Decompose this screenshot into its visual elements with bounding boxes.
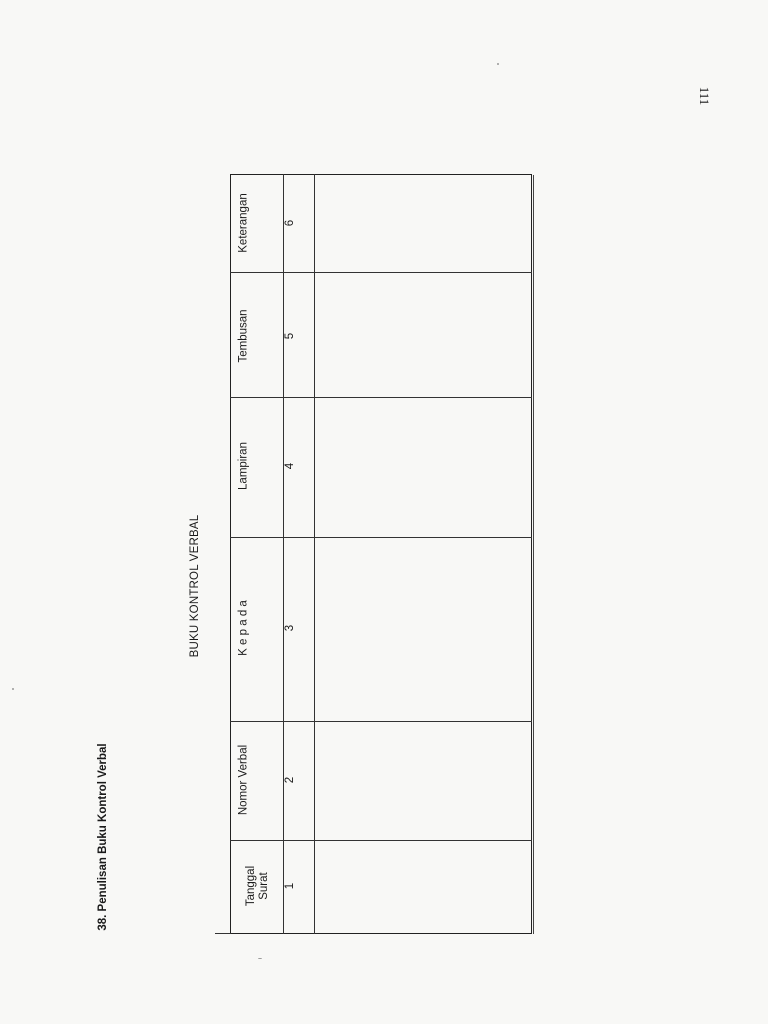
- column-number: 1: [284, 882, 296, 890]
- scan-speck: [497, 63, 499, 65]
- column-number: 3: [284, 624, 296, 632]
- table-corner-stub: [215, 933, 231, 934]
- column-divider: [230, 272, 532, 273]
- column-header-keterangan: Keterangan: [237, 193, 250, 253]
- column-number: 4: [284, 462, 296, 470]
- table-title: BUKU KONTROL VERBAL: [189, 514, 201, 658]
- column-header-lampiran: Lampiran: [237, 442, 250, 490]
- column-header-kepada: K e p a d a: [237, 600, 250, 656]
- header-row-divider: [283, 174, 284, 934]
- column-number: 2: [284, 776, 296, 784]
- scan-speck: [258, 958, 262, 959]
- section-heading: 38. Penulisan Buku Kontrol Verbal: [97, 743, 109, 931]
- column-header-tembusan: Tembusan: [237, 309, 250, 363]
- column-header-tanggal-label: Tanggal Surat: [244, 865, 270, 907]
- table-border: [230, 174, 532, 934]
- page-number: 111: [697, 86, 712, 106]
- column-divider: [230, 397, 532, 398]
- column-header-tanggal-surat: [245, 866, 271, 906]
- column-header-nomor-verbal: Nomor Verbal: [237, 744, 250, 816]
- scan-speck: [12, 688, 14, 690]
- column-number: 5: [284, 332, 296, 340]
- column-divider: [230, 721, 532, 722]
- column-divider: [230, 840, 532, 841]
- column-divider: [230, 537, 532, 538]
- column-number: 6: [284, 219, 296, 227]
- number-row-divider: [314, 174, 315, 934]
